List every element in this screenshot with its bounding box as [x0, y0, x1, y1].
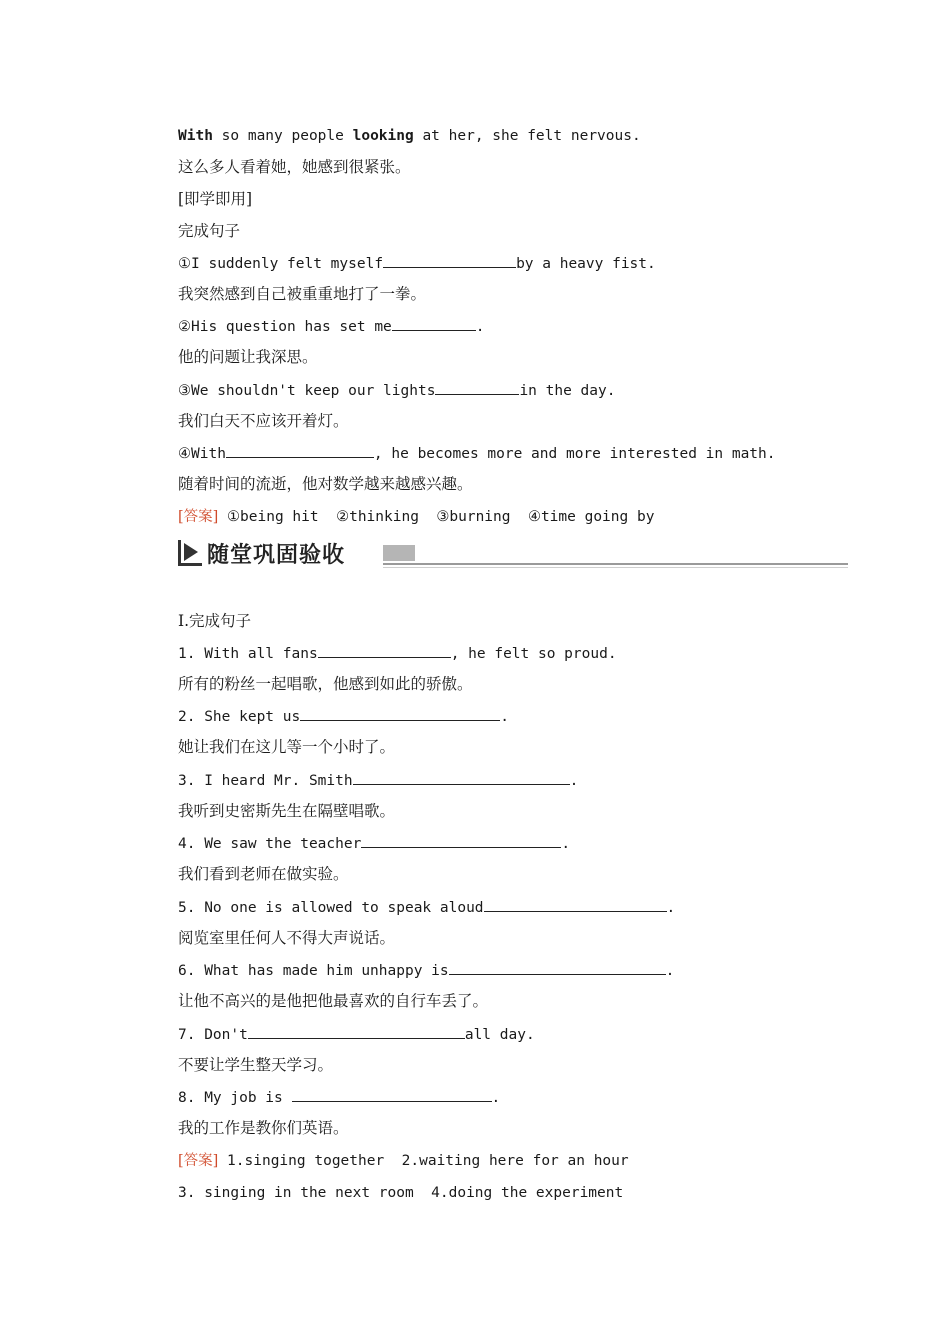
exercise-item-3-translation: 我听到史密斯先生在隔壁唱歌。: [178, 802, 396, 820]
q4-tail: , he becomes more and more interested in math.: [373, 446, 776, 462]
item-tail: all day.: [464, 1027, 535, 1043]
item-text: 8. My job is: [178, 1090, 292, 1106]
item-tail: .: [569, 773, 579, 789]
exercise-item-4: [178, 833, 570, 853]
practice-subheader: 完成句子: [178, 222, 241, 240]
answer-tag: [答案]: [178, 1153, 219, 1169]
answer-text: 1.singing together 2.waiting here for an hour: [218, 1153, 629, 1169]
q2-text: ②His question has set me: [178, 319, 392, 335]
exercise-item-7: [178, 1024, 535, 1044]
item-text: 7. Don't: [178, 1027, 248, 1043]
answer-blank[interactable]: [361, 833, 561, 848]
item-text: 3. I heard Mr. Smith: [178, 773, 353, 789]
play-arrow-icon: [184, 543, 198, 561]
exercise-header: Ⅰ.完成句子: [178, 612, 252, 630]
answer-blank[interactable]: [353, 770, 570, 785]
section-header: [176, 536, 848, 570]
answer-blank[interactable]: [300, 706, 500, 721]
q4-text: ④With: [178, 446, 226, 462]
answer-text: ①being hit ②thinking ③burning ④time going by: [218, 509, 655, 525]
exercise-item-6: [178, 960, 674, 980]
q3-text: ③We shouldn't keep our lights: [178, 383, 436, 399]
keyword-with: With: [178, 128, 213, 144]
section-decor-block: [383, 545, 415, 561]
item-tail: , he felt so proud.: [450, 646, 617, 662]
section-rule: [383, 563, 848, 565]
practice-q3-translation: 我们白天不应该开着灯。: [178, 412, 349, 430]
section-rule-thin: [383, 567, 848, 568]
item-tail: .: [666, 900, 676, 916]
q1-tail: by a heavy fist.: [516, 256, 656, 272]
practice-q4-translation: 随着时间的流逝，他对数学越来越感兴趣。: [178, 475, 473, 493]
exercise-item-1-translation: 所有的粉丝一起唱歌，他感到如此的骄傲。: [178, 675, 473, 693]
practice-header: [即学即用]: [178, 190, 253, 208]
item-text: 2. She kept us: [178, 709, 301, 725]
practice-q2: [178, 316, 485, 336]
practice-q1: [178, 253, 656, 273]
item-tail: .: [665, 963, 675, 979]
answer-blank[interactable]: [248, 1024, 465, 1039]
exercise-item-2-translation: 她让我们在这儿等一个小时了。: [178, 738, 396, 756]
exercise-item-5: [178, 897, 675, 917]
exercise-item-8-translation: 我的工作是教你们英语。: [178, 1119, 349, 1137]
exercise-answer-2: 3. singing in the next room 4.doing the experiment: [178, 1185, 624, 1201]
practice-q3: [178, 380, 615, 400]
intro-text-1: so many people: [212, 128, 353, 144]
answer-blank[interactable]: [292, 1087, 492, 1102]
exercise-item-6-translation: 让他不高兴的是他把他最喜欢的自行车丢了。: [178, 992, 489, 1010]
exercise-item-8: [178, 1087, 500, 1107]
section-title: 随堂巩固验收: [207, 543, 346, 568]
exercise-item-1: [178, 643, 617, 663]
practice-q2-translation: 他的问题让我深思。: [178, 348, 318, 366]
answer-blank[interactable]: [392, 316, 476, 331]
item-tail: .: [500, 709, 509, 725]
exercise-item-3: [178, 770, 578, 790]
practice-q1-translation: 我突然感到自己被重重地打了一拳。: [178, 285, 427, 303]
answer-blank[interactable]: [435, 380, 519, 395]
intro-sentence: [178, 126, 641, 146]
answer-tag: [答案]: [178, 509, 219, 525]
answer-blank[interactable]: [383, 253, 516, 268]
intro-text-2: at her, she felt nervous.: [413, 128, 641, 144]
exercise-answer-1: [178, 1151, 629, 1171]
answer-blank[interactable]: [226, 443, 374, 458]
practice-q4: [178, 443, 776, 463]
item-text: 4. We saw the teacher: [178, 836, 362, 852]
keyword-looking: looking: [352, 128, 414, 144]
practice-answer: [178, 507, 654, 527]
q2-tail: .: [475, 319, 485, 335]
item-text: 1. With all fans: [178, 646, 318, 662]
answer-blank[interactable]: [484, 897, 667, 912]
exercise-item-4-translation: 我们看到老师在做实验。: [178, 865, 349, 883]
item-tail: .: [561, 836, 571, 852]
item-tail: .: [491, 1090, 501, 1106]
q3-tail: in the day.: [519, 383, 616, 399]
item-text: 6. What has made him unhappy is: [178, 963, 449, 979]
q1-text: ①I suddenly felt myself: [178, 256, 384, 272]
intro-translation: 这么多人看着她，她感到很紧张。: [178, 158, 411, 176]
answer-blank[interactable]: [449, 960, 666, 975]
item-text: 5. No one is allowed to speak aloud: [178, 900, 484, 916]
exercise-item-5-translation: 阅览室里任何人不得大声说话。: [178, 929, 396, 947]
exercise-item-7-translation: 不要让学生整天学习。: [178, 1056, 334, 1074]
answer-blank[interactable]: [318, 643, 451, 658]
exercise-item-2: [178, 706, 509, 726]
